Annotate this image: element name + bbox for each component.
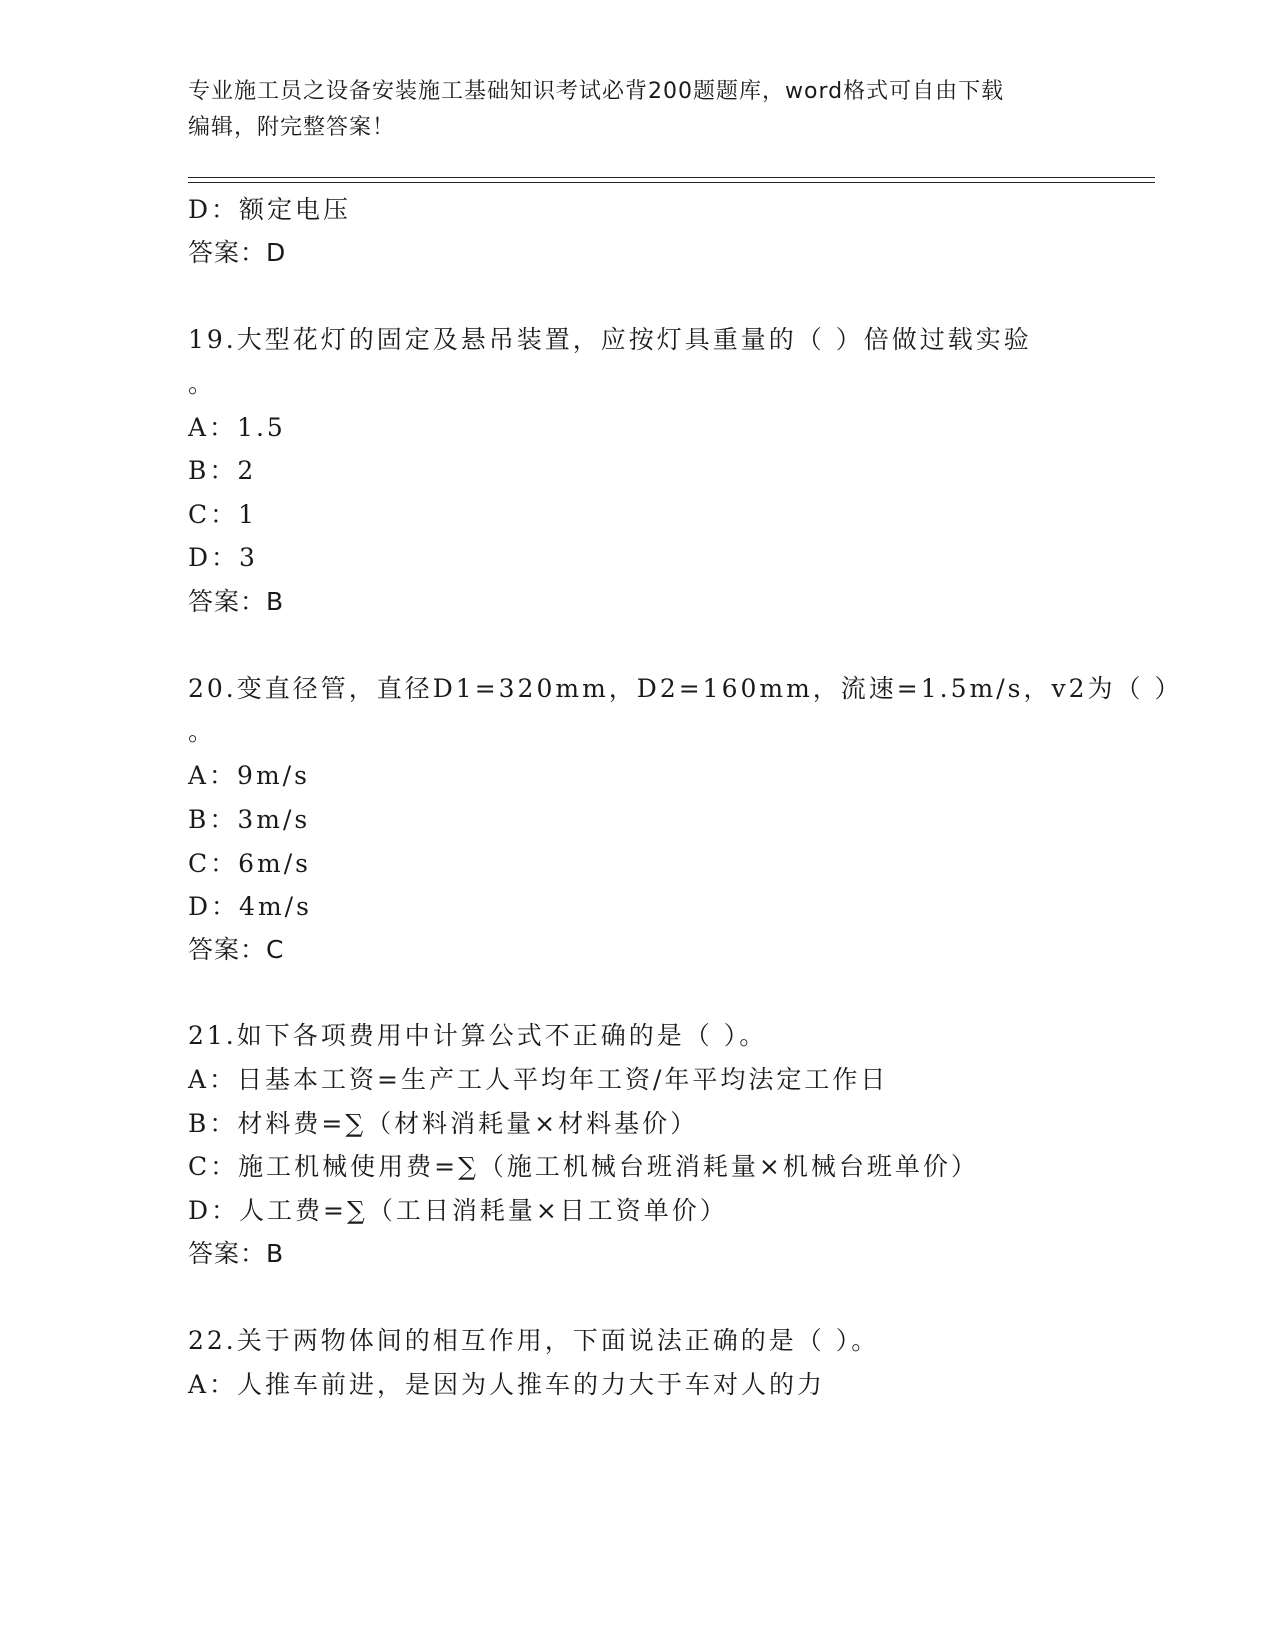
q19-option-a: A：1.5	[188, 413, 286, 442]
q22-option-a: A：人推车前进，是因为人推车的力大于车对人的力	[188, 1370, 826, 1399]
q19-option-d: D：3	[188, 543, 258, 572]
q19-answer: 答案：B	[188, 587, 285, 616]
q20-stem: 20.变直径管，直径D1=320mm，D2=160mm，流速=1.5m/s，v2为（ ）	[188, 674, 1183, 703]
q20-option-a: A：9m/s	[188, 761, 310, 790]
q19-option-c: C：1	[188, 500, 258, 529]
q20-option-c: C：6m/s	[188, 849, 311, 878]
q20-stem-tail: 。	[188, 717, 217, 746]
q21-option-c: C：施工机械使用费=∑（施工机械台班消耗量×机械台班单价）	[188, 1152, 979, 1181]
header-line-1: 专业施工员之设备安装施工基础知识考试必背200题题库，word格式可自由下载	[188, 79, 1005, 104]
q22-stem: 22.关于两物体间的相互作用，下面说法正确的是（ ）。	[188, 1326, 880, 1355]
document-header	[188, 74, 1088, 146]
q19-option-b: B：2	[188, 456, 257, 485]
q19-stem: 19.大型花灯的固定及悬吊装置，应按灯具重量的（ ）倍做过载实验	[188, 325, 1032, 354]
q21-answer: 答案：B	[188, 1239, 285, 1268]
q21-stem: 21.如下各项费用中计算公式不正确的是（ ）。	[188, 1021, 768, 1050]
q21-option-a: A：日基本工资=生产工人平均年工资/年平均法定工作日	[188, 1065, 889, 1094]
prev-option-d: D：额定电压	[188, 195, 352, 224]
q20-option-b: B：3m/s	[188, 805, 311, 834]
q21-option-b: B：材料费=∑（材料消耗量×材料基价）	[188, 1109, 699, 1138]
header-line-2: 编辑，附完整答案！	[188, 115, 396, 140]
q21-option-d: D：人工费=∑（工日消耗量×日工资单价）	[188, 1196, 728, 1225]
header-divider-top	[188, 177, 1155, 178]
prev-answer: 答案：D	[188, 238, 287, 267]
q19-stem-tail: 。	[188, 369, 217, 398]
header-divider-bottom	[188, 182, 1155, 183]
q20-answer: 答案：C	[188, 935, 285, 964]
q20-option-d: D：4m/s	[188, 892, 312, 921]
